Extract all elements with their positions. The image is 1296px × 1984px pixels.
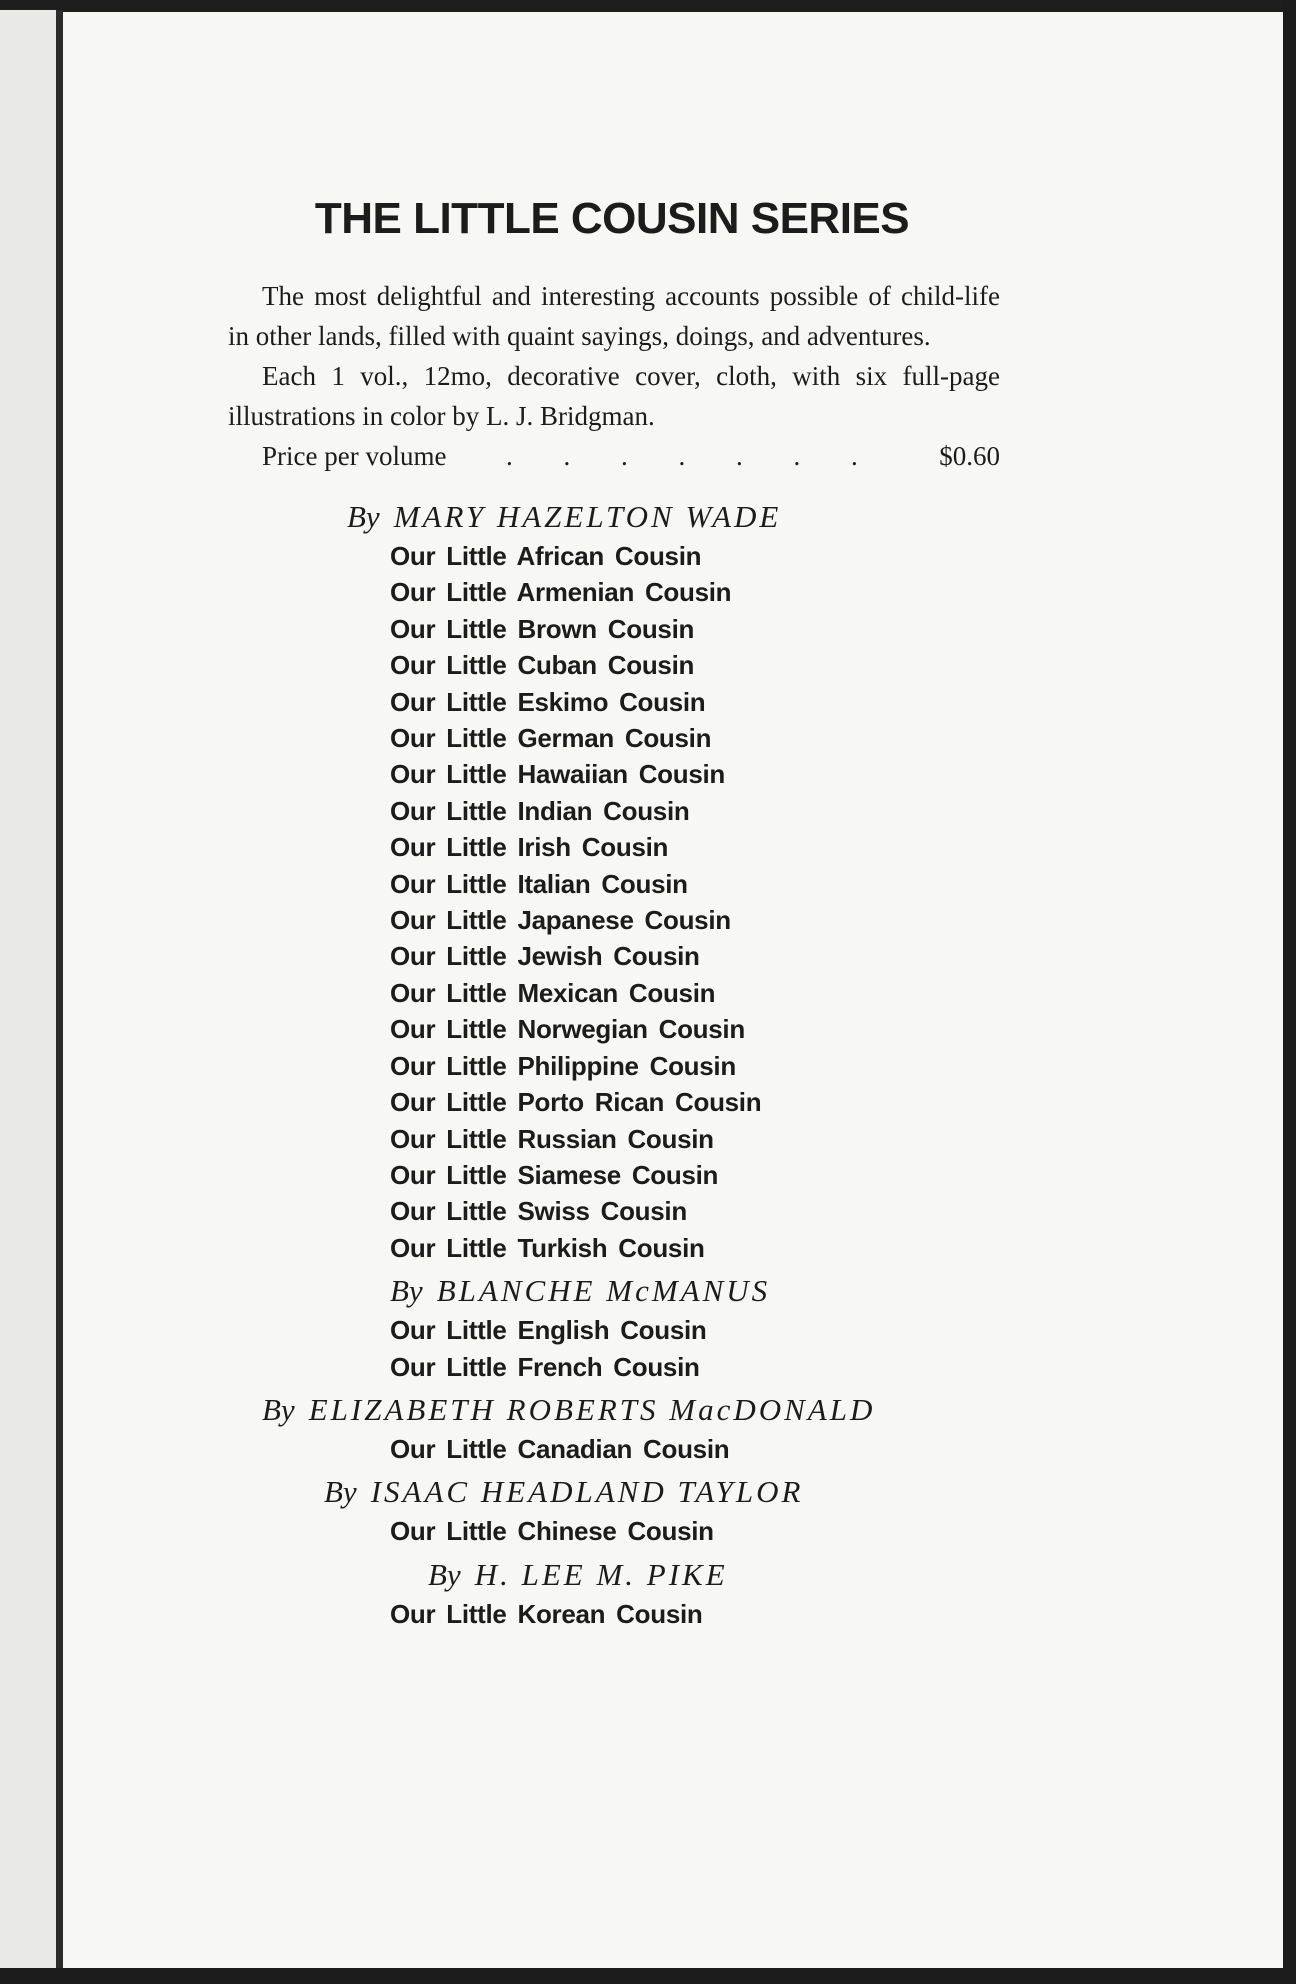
author-heading: By H. LEE M. PIKE — [428, 1556, 728, 1592]
format-text: Each 1 vol., 12mo, decorative cover, cloth, with six full-page illustrations in color by L. J. Bridgman. — [228, 361, 1000, 431]
book-title: Our Little Siamese Cousin — [390, 1159, 719, 1190]
book-title: Our Little Swiss Cousin — [390, 1196, 687, 1227]
book-spine-gutter — [56, 10, 63, 1974]
facing-page-strip — [0, 10, 60, 1974]
book-list — [200, 538, 1000, 1266]
book-title: Our Little Japanese Cousin — [390, 905, 731, 936]
book-title: Our Little Canadian Cousin — [390, 1433, 730, 1464]
book-title: Our Little African Cousin — [390, 541, 702, 571]
price-label: Price per volume — [262, 441, 447, 471]
top-scan-edge — [0, 0, 1296, 12]
format-description — [200, 356, 1000, 436]
author-heading: By ELIZABETH ROBERTS MacDONALD — [262, 1391, 876, 1427]
book-title: Our Little Italian Cousin — [390, 868, 688, 899]
book-title: Our Little Hawaiian Cousin — [390, 759, 726, 790]
book-title: Our Little English Cousin — [390, 1315, 707, 1346]
book-title: Our Little Cuban Cousin — [390, 650, 695, 681]
book-title: Our Little Russian Cousin — [390, 1123, 714, 1154]
book-list — [200, 1312, 1000, 1385]
book-title: Our Little French Cousin — [390, 1351, 700, 1382]
page-title: THE LITTLE COUSIN SERIES — [314, 194, 910, 243]
book-list — [200, 1513, 1000, 1549]
book-title: Our Little Norwegian Cousin — [390, 1014, 745, 1045]
book-list — [200, 1596, 1000, 1632]
price-line — [200, 436, 1000, 476]
book-title: Our Little Irish Cousin — [390, 832, 669, 863]
book-title: Our Little Philippine Cousin — [390, 1050, 736, 1081]
series-description — [200, 276, 1000, 356]
book-list — [200, 1431, 1000, 1467]
author-heading: By MARY HAZELTON WADE — [347, 499, 782, 534]
book-title: Our Little Indian Cousin — [390, 795, 690, 826]
author-name: BLANCHE McMANUS — [436, 1273, 771, 1309]
bottom-scan-edge — [0, 1968, 1296, 1984]
book-title: Our Little Porto Rican Cousin — [390, 1087, 762, 1118]
book-title: Our Little Eskimo Cousin — [390, 686, 706, 717]
book-title: Our Little Brown Cousin — [390, 613, 695, 644]
book-title: Our Little Mexican Cousin — [390, 977, 716, 1008]
page-content — [200, 190, 1000, 1632]
author-name: ELIZABETH ROBERTS MacDONALD — [308, 1391, 876, 1427]
book-title: Our Little Armenian Cousin — [390, 577, 732, 608]
author-name: H. LEE M. PIKE — [474, 1556, 728, 1592]
author-name: ISAAC HEADLAND TAYLOR — [370, 1474, 804, 1510]
author-heading: By ISAAC HEADLAND TAYLOR — [324, 1474, 804, 1510]
author-heading: By BLANCHE McMANUS — [390, 1273, 771, 1309]
price-amount: $0.60 — [939, 441, 1000, 471]
right-scan-edge — [1283, 0, 1296, 1984]
book-title: Our Little Chinese Cousin — [390, 1516, 714, 1547]
book-title: Our Little Turkish Cousin — [390, 1232, 705, 1263]
price-leader-dots: . . . . . . . — [505, 441, 880, 471]
book-title: Our Little Korean Cousin — [390, 1598, 703, 1629]
description-text: The most delightful and interesting accounts possible of child-life in other lands, filled with quaint sayings, doings, and adventures. — [228, 281, 1000, 351]
book-title: Our Little Jewish Cousin — [390, 941, 700, 972]
book-title: Our Little German Cousin — [390, 723, 712, 754]
author-name: MARY HAZELTON WADE — [393, 499, 782, 534]
